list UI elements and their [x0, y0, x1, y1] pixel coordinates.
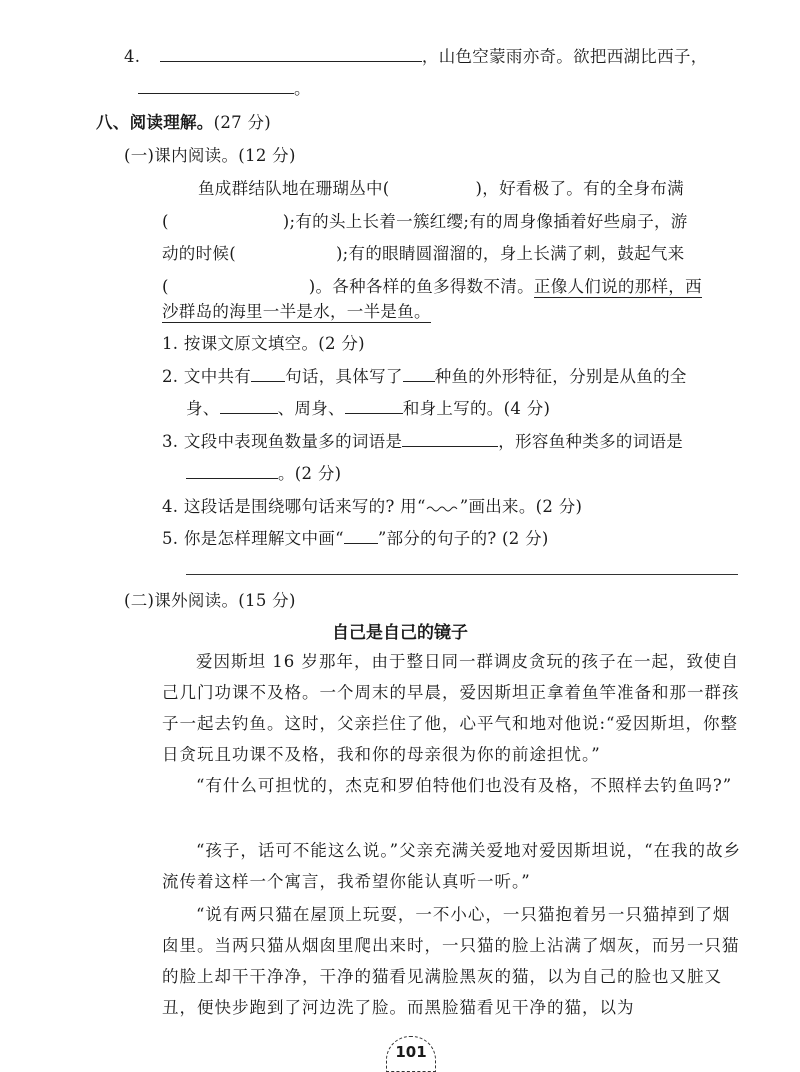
- question-3-cont: [186, 463, 341, 485]
- answer-line-q5[interactable]: [186, 574, 738, 575]
- story-paragraph-3: “孩子，话可不能这么说。”父亲充满关爱地对爱因斯坦说，“在我的故乡流传着这样一个寓言，我希望你能认真听一听。”: [162, 841, 742, 891]
- question-5: [162, 528, 549, 550]
- question-3: [162, 431, 683, 453]
- passage1-line-5: [162, 301, 431, 323]
- part-2-score: (15 分): [238, 591, 296, 610]
- passage1-line-3: [162, 243, 685, 265]
- story-paragraph-1: 爱因斯坦 16 岁那年，由于整日同一群调皮贪玩的孩子在一起，致使自己几门功课不及格。一个周末的早晨，爱因斯坦正拿着鱼竿准备和那一群孩子一起去钓鱼。这时，父亲拦住了他，心平气和地对他说:“爱因斯坦，你整日贪玩且功课不及格，我和你的母亲很为你的前途担忧。”: [162, 652, 740, 764]
- story-paragraph-2: “有什么可担忧的，杰克和罗伯特他们也没有及格，不照样去钓鱼吗?”: [196, 776, 733, 795]
- passage1-text: (: [162, 277, 169, 296]
- story-paragraph-4: “说有两只猫在屋顶上玩耍，一不小心，一只猫抱着另一只猫掉到了烟囱里。当两只猫从烟囱里爬出来时，一只猫的脸上沾满了烟灰，而另一只猫的脸上却干干净净，干净的猫看见满脸黑灰的猫，以为自己的脸也又脏又丑，便快步跑到了河边洗了脸。而黑脸猫看见干净的猫，以为: [162, 905, 740, 1017]
- passage1-text: );有的眼睛圆溜溜的，身上长满了刺，鼓起气来: [335, 244, 685, 263]
- straight-line-sample: [344, 529, 378, 544]
- underlined-sentence-part-1: 正像人们说的那样，西: [533, 277, 702, 296]
- poem-line-2: [138, 78, 311, 100]
- q2-blank-4[interactable]: [345, 399, 403, 414]
- question-2-cont: [186, 398, 550, 420]
- question-4-text: 4. 这段话是围绕哪句话来写的? 用“: [162, 497, 426, 516]
- underlined-sentence-part-2: 沙群岛的海里一半是水，一半是鱼。: [162, 302, 431, 321]
- q2-blank-1[interactable]: [251, 367, 285, 382]
- wavy-line-icon: [426, 503, 460, 513]
- part-1-score: (12 分): [238, 146, 296, 165]
- question-5-text: 5. 你是怎样理解文中画“: [162, 529, 344, 548]
- question-4: [162, 496, 582, 518]
- q2-blank-2[interactable]: [403, 367, 435, 382]
- poem-number: 4.: [124, 47, 141, 66]
- question-2-text: 2. 文中共有: [162, 367, 252, 386]
- section-8-heading: [96, 112, 271, 134]
- part-2-title: (二)课外阅读。: [124, 591, 239, 610]
- question-2-text: 句话，具体写了: [285, 367, 403, 386]
- passage1-text: 鱼成群结队地在珊瑚丛中(: [198, 179, 390, 198]
- question-2-text: 身、: [186, 399, 220, 418]
- passage1-line-4: [162, 276, 702, 298]
- passage1-line-1: [198, 178, 684, 200]
- question-5-text: ”部分的句子的? (2 分): [377, 529, 549, 548]
- question-2: [162, 366, 687, 388]
- question-2-text: 、周身、: [277, 399, 345, 418]
- question-2-text: 和身上写的。(4 分): [402, 399, 551, 418]
- part-2-heading: [124, 590, 296, 612]
- part-1-heading: [124, 145, 296, 167]
- q2-blank-3[interactable]: [220, 399, 278, 414]
- question-1-text: 1. 按课文原文填空。(2 分): [162, 334, 365, 353]
- poem-line: [124, 46, 708, 68]
- passage1-line-2: [162, 211, 688, 233]
- poem-rest: ，山色空蒙雨亦奇。欲把西湖比西子，: [421, 47, 708, 66]
- question-4-text: ”画出来。(2 分): [459, 497, 583, 516]
- passage1-text: )。各种各样的鱼多得数不清。: [308, 277, 534, 296]
- poem-end: 。: [294, 79, 311, 98]
- section-8-score: (27 分): [213, 113, 272, 132]
- page-number: 101: [386, 1036, 436, 1072]
- section-8-title: 八、阅读理解。: [96, 113, 214, 132]
- passage1-text: )，好看极了。有的全身布满: [475, 179, 684, 198]
- passage1-text: );有的头上长着一簇红缨;有的周身像插着好些扇子，游: [282, 212, 688, 231]
- poem-blank-2[interactable]: [138, 79, 294, 94]
- passage1-text: 动的时候(: [162, 244, 236, 263]
- question-3-text: 。(2 分): [278, 464, 342, 483]
- question-1: [162, 333, 365, 355]
- passage1-text: (: [162, 212, 169, 231]
- story-title: 自己是自己的镜子: [332, 623, 468, 643]
- q3-blank-2[interactable]: [186, 464, 278, 479]
- q3-blank-1[interactable]: [402, 432, 498, 447]
- part-1-title: (一)课内阅读。: [124, 146, 239, 165]
- poem-blank-1[interactable]: [160, 47, 422, 62]
- question-3-text: ，形容鱼种类多的词语是: [498, 432, 684, 451]
- question-3-text: 3. 文段中表现鱼数量多的词语是: [162, 432, 403, 451]
- question-2-text: 种鱼的外形特征，分别是从鱼的全: [434, 367, 687, 386]
